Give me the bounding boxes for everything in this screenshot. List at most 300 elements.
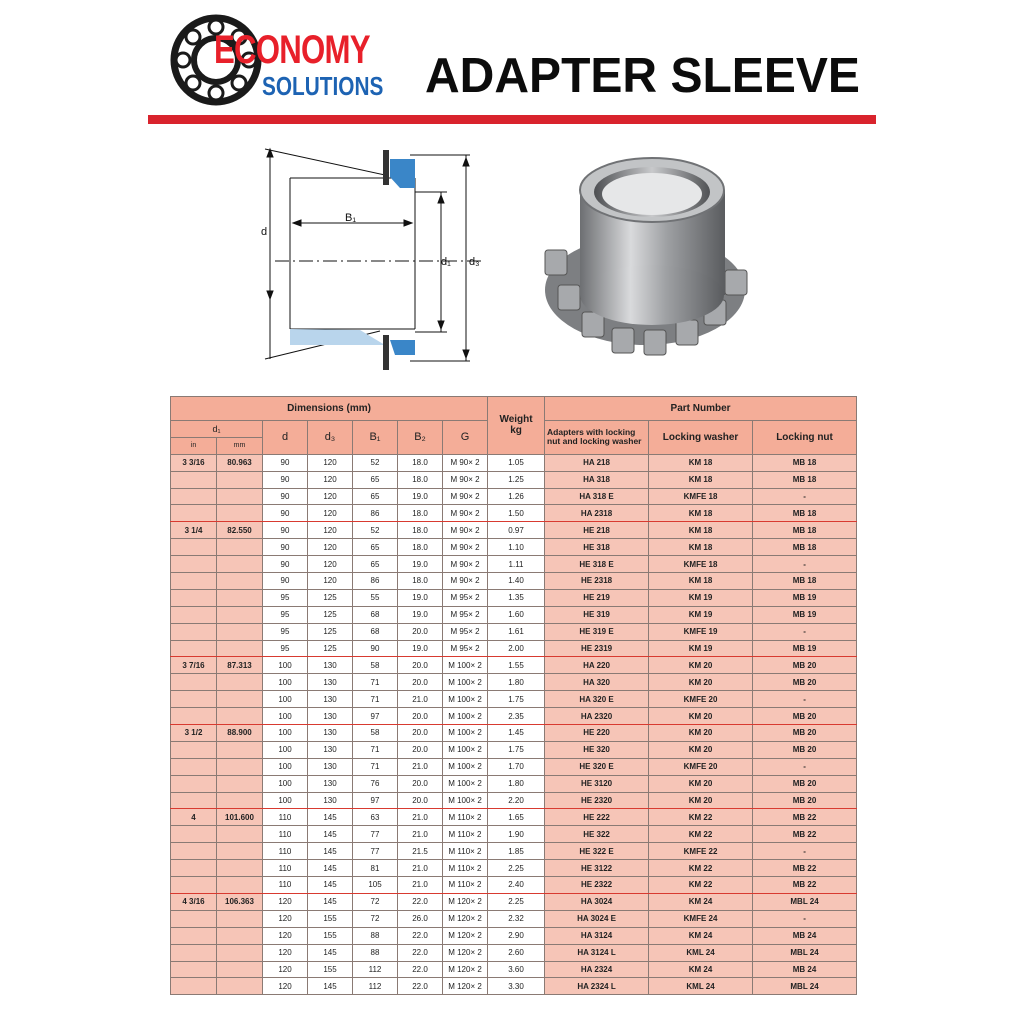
- table-cell: [171, 640, 217, 657]
- table-cell: [171, 961, 217, 978]
- table-cell: 130: [308, 708, 353, 725]
- table-cell: 120: [263, 978, 308, 995]
- table-cell: M 110× 2: [443, 843, 488, 860]
- brand-name-line2: SOLUTIONS: [262, 71, 384, 101]
- brand-name-line1: ECONOMY: [214, 28, 370, 72]
- table-row: [171, 674, 857, 691]
- table-cell: M 90× 2: [443, 471, 488, 488]
- table-cell: 130: [308, 741, 353, 758]
- table-cell: 155: [308, 961, 353, 978]
- table-cell: 90: [263, 505, 308, 522]
- table-cell: 1.40: [488, 573, 545, 590]
- table-cell: 0.97: [488, 522, 545, 539]
- table-cell: M 100× 2: [443, 792, 488, 809]
- table-cell: 90: [263, 556, 308, 573]
- table-cell: KM 22: [649, 860, 753, 877]
- table-cell: KM 24: [649, 893, 753, 910]
- table-cell: 19.0: [398, 606, 443, 623]
- table-cell: [217, 471, 263, 488]
- table-cell: HE 318: [545, 539, 649, 556]
- table-cell: 88: [353, 927, 398, 944]
- table-cell: [171, 758, 217, 775]
- table-cell: KM 22: [649, 877, 753, 894]
- table-cell: 2.20: [488, 792, 545, 809]
- table-cell: 63: [353, 809, 398, 826]
- table-cell: 110: [263, 843, 308, 860]
- table-cell: [171, 944, 217, 961]
- table-cell: 81: [353, 860, 398, 877]
- table-cell: 125: [308, 640, 353, 657]
- table-cell: 1.70: [488, 758, 545, 775]
- table-cell: 72: [353, 893, 398, 910]
- table-cell: MBL 24: [753, 944, 857, 961]
- table-cell: 97: [353, 708, 398, 725]
- table-cell: 71: [353, 758, 398, 775]
- table-cell: 120: [308, 454, 353, 471]
- table-row: [171, 910, 857, 927]
- adapter-sleeve-table: [170, 396, 857, 995]
- table-cell: [217, 877, 263, 894]
- table-cell: 76: [353, 775, 398, 792]
- table-cell: HA 320: [545, 674, 649, 691]
- table-row: [171, 893, 857, 910]
- table-cell: 22.0: [398, 978, 443, 995]
- table-cell: 1.26: [488, 488, 545, 505]
- table-cell: 2.90: [488, 927, 545, 944]
- table-cell: 120: [263, 961, 308, 978]
- table-row: [171, 792, 857, 809]
- table-cell: KM 22: [649, 826, 753, 843]
- table-row: [171, 488, 857, 505]
- table-cell: 120: [308, 471, 353, 488]
- table-cell: [171, 573, 217, 590]
- table-cell: 112: [353, 961, 398, 978]
- table-cell: 20.0: [398, 657, 443, 674]
- table-cell: 19.0: [398, 488, 443, 505]
- table-cell: -: [753, 691, 857, 708]
- table-cell: 90: [263, 522, 308, 539]
- table-cell: 90: [263, 454, 308, 471]
- table-cell: 20.0: [398, 708, 443, 725]
- table-cell: 21.0: [398, 809, 443, 826]
- table-cell: 19.0: [398, 556, 443, 573]
- table-cell: 106.363: [217, 893, 263, 910]
- table-cell: 21.0: [398, 860, 443, 877]
- table-cell: 97: [353, 792, 398, 809]
- table-cell: KM 20: [649, 725, 753, 742]
- table-cell: M 100× 2: [443, 775, 488, 792]
- table-cell: [217, 775, 263, 792]
- table-cell: 130: [308, 758, 353, 775]
- table-cell: 125: [308, 623, 353, 640]
- table-cell: KM 19: [649, 640, 753, 657]
- table-cell: 20.0: [398, 623, 443, 640]
- table-cell: [171, 843, 217, 860]
- table-cell: 2.60: [488, 944, 545, 961]
- table-row: [171, 725, 857, 742]
- table-cell: 80.963: [217, 454, 263, 471]
- table-cell: 20.0: [398, 725, 443, 742]
- table-cell: [217, 927, 263, 944]
- table-cell: MBL 24: [753, 978, 857, 995]
- table-cell: 21.0: [398, 691, 443, 708]
- table-cell: KM 18: [649, 522, 753, 539]
- table-row: [171, 877, 857, 894]
- b1-header: B₁: [353, 421, 398, 455]
- table-cell: M 90× 2: [443, 488, 488, 505]
- table-cell: 110: [263, 860, 308, 877]
- mm-header: mm: [217, 437, 263, 454]
- table-row: [171, 691, 857, 708]
- table-cell: MB 19: [753, 606, 857, 623]
- table-cell: KMFE 18: [649, 556, 753, 573]
- table-cell: 21.0: [398, 826, 443, 843]
- table-cell: M 100× 2: [443, 674, 488, 691]
- table-row: [171, 471, 857, 488]
- table-cell: 22.0: [398, 927, 443, 944]
- table-cell: 18.0: [398, 454, 443, 471]
- table-row: [171, 758, 857, 775]
- table-cell: 58: [353, 657, 398, 674]
- table-cell: HE 319 E: [545, 623, 649, 640]
- table-cell: 52: [353, 454, 398, 471]
- table-cell: 120: [263, 910, 308, 927]
- table-cell: 21.0: [398, 877, 443, 894]
- table-cell: 105: [353, 877, 398, 894]
- table-cell: 19.0: [398, 589, 443, 606]
- table-row: [171, 961, 857, 978]
- table-cell: [171, 589, 217, 606]
- table-cell: 82.550: [217, 522, 263, 539]
- table-cell: [171, 556, 217, 573]
- table-cell: 3.60: [488, 961, 545, 978]
- table-cell: KM 24: [649, 927, 753, 944]
- table-cell: 100: [263, 741, 308, 758]
- table-cell: 2.00: [488, 640, 545, 657]
- table-cell: 1.35: [488, 589, 545, 606]
- table-row: [171, 809, 857, 826]
- table-cell: M 100× 2: [443, 708, 488, 725]
- table-cell: 145: [308, 944, 353, 961]
- table-cell: [171, 910, 217, 927]
- table-cell: 22.0: [398, 961, 443, 978]
- table-cell: HE 222: [545, 809, 649, 826]
- table-cell: [217, 539, 263, 556]
- table-cell: 3.30: [488, 978, 545, 995]
- table-cell: [171, 488, 217, 505]
- table-cell: KMFE 22: [649, 843, 753, 860]
- table-cell: 1.61: [488, 623, 545, 640]
- table-cell: 18.0: [398, 471, 443, 488]
- adapters-header: Adapters with locking nut and locking washer: [545, 421, 649, 455]
- table-cell: 1.75: [488, 691, 545, 708]
- table-cell: HA 320 E: [545, 691, 649, 708]
- table-cell: 100: [263, 674, 308, 691]
- table-cell: HE 320 E: [545, 758, 649, 775]
- table-row: [171, 505, 857, 522]
- table-cell: 95: [263, 623, 308, 640]
- table-cell: KML 24: [649, 978, 753, 995]
- table-cell: [217, 505, 263, 522]
- table-cell: 145: [308, 893, 353, 910]
- table-cell: MB 20: [753, 775, 857, 792]
- table-cell: 1.85: [488, 843, 545, 860]
- table-cell: 90: [263, 539, 308, 556]
- table-cell: KM 18: [649, 505, 753, 522]
- table-cell: 20.0: [398, 792, 443, 809]
- table-cell: 3 1/4: [171, 522, 217, 539]
- table-cell: 145: [308, 860, 353, 877]
- d1-header: d₁: [171, 421, 263, 438]
- table-cell: 130: [308, 775, 353, 792]
- table-cell: MBL 24: [753, 893, 857, 910]
- table-cell: KMFE 18: [649, 488, 753, 505]
- table-cell: 120: [263, 927, 308, 944]
- table-cell: 18.0: [398, 539, 443, 556]
- table-cell: HE 3122: [545, 860, 649, 877]
- table-row: [171, 978, 857, 995]
- table-cell: HA 2324 L: [545, 978, 649, 995]
- table-row: [171, 539, 857, 556]
- table-cell: MB 20: [753, 725, 857, 742]
- table-cell: [217, 910, 263, 927]
- table-cell: KM 18: [649, 539, 753, 556]
- table-cell: 3 3/16: [171, 454, 217, 471]
- table-cell: 20.0: [398, 674, 443, 691]
- table-cell: 68: [353, 623, 398, 640]
- table-cell: M 100× 2: [443, 657, 488, 674]
- table-cell: M 100× 2: [443, 741, 488, 758]
- table-cell: [171, 708, 217, 725]
- table-cell: 86: [353, 573, 398, 590]
- table-cell: MB 18: [753, 539, 857, 556]
- table-cell: 110: [263, 877, 308, 894]
- table-row: [171, 775, 857, 792]
- table-cell: 18.0: [398, 505, 443, 522]
- table-cell: [217, 826, 263, 843]
- table-cell: 22.0: [398, 944, 443, 961]
- table-cell: MB 24: [753, 961, 857, 978]
- table-cell: M 100× 2: [443, 758, 488, 775]
- table-cell: HA 3124 L: [545, 944, 649, 961]
- table-cell: 120: [308, 488, 353, 505]
- table-cell: KM 20: [649, 708, 753, 725]
- table-cell: -: [753, 488, 857, 505]
- table-cell: M 120× 2: [443, 927, 488, 944]
- table-cell: KM 18: [649, 471, 753, 488]
- table-cell: [217, 573, 263, 590]
- table-cell: 120: [308, 522, 353, 539]
- table-cell: M 120× 2: [443, 944, 488, 961]
- table-row: [171, 927, 857, 944]
- locking-nut-header: Locking nut: [753, 421, 857, 455]
- table-cell: 2.25: [488, 860, 545, 877]
- table-cell: 120: [263, 944, 308, 961]
- dim-label-b1: B₁: [345, 212, 357, 224]
- weight-header: [488, 397, 545, 455]
- table-cell: HE 219: [545, 589, 649, 606]
- table-cell: 100: [263, 691, 308, 708]
- table-cell: [171, 674, 217, 691]
- table-cell: 90: [263, 471, 308, 488]
- table-cell: [171, 505, 217, 522]
- table-cell: KMFE 20: [649, 691, 753, 708]
- table-cell: 120: [308, 539, 353, 556]
- table-cell: 3 1/2: [171, 725, 217, 742]
- table-cell: 3 7/16: [171, 657, 217, 674]
- table-cell: [217, 488, 263, 505]
- table-cell: KM 20: [649, 657, 753, 674]
- table-cell: 1.60: [488, 606, 545, 623]
- table-row: [171, 843, 857, 860]
- table-cell: M 120× 2: [443, 978, 488, 995]
- table-cell: HE 322 E: [545, 843, 649, 860]
- table-cell: [217, 961, 263, 978]
- table-cell: M 110× 2: [443, 877, 488, 894]
- table-cell: 86: [353, 505, 398, 522]
- table-cell: KM 24: [649, 961, 753, 978]
- table-cell: HE 218: [545, 522, 649, 539]
- table-cell: [171, 539, 217, 556]
- table-cell: [217, 758, 263, 775]
- table-cell: HE 320: [545, 741, 649, 758]
- table-cell: [217, 691, 263, 708]
- table-cell: [217, 792, 263, 809]
- table-cell: M 95× 2: [443, 606, 488, 623]
- table-row: [171, 522, 857, 539]
- table-cell: 145: [308, 826, 353, 843]
- table-cell: 1.90: [488, 826, 545, 843]
- table-cell: 90: [263, 488, 308, 505]
- part-number-header: Part Number: [545, 397, 857, 421]
- table-cell: 100: [263, 792, 308, 809]
- table-cell: 125: [308, 606, 353, 623]
- table-cell: KM 18: [649, 573, 753, 590]
- dim-label-d: d: [261, 226, 268, 238]
- table-cell: M 90× 2: [443, 505, 488, 522]
- table-cell: KM 19: [649, 589, 753, 606]
- table-row: [171, 623, 857, 640]
- in-header: in: [171, 437, 217, 454]
- table-cell: 1.25: [488, 471, 545, 488]
- table-cell: 1.55: [488, 657, 545, 674]
- table-cell: 22.0: [398, 893, 443, 910]
- table-cell: [171, 471, 217, 488]
- table-cell: M 95× 2: [443, 640, 488, 657]
- table-row: [171, 708, 857, 725]
- table-cell: [217, 741, 263, 758]
- table-cell: M 100× 2: [443, 691, 488, 708]
- table-cell: MB 22: [753, 809, 857, 826]
- table-cell: HE 220: [545, 725, 649, 742]
- table-row: [171, 640, 857, 657]
- table-cell: M 90× 2: [443, 522, 488, 539]
- table-cell: KM 22: [649, 809, 753, 826]
- table-cell: MB 19: [753, 589, 857, 606]
- table-cell: 100: [263, 725, 308, 742]
- table-cell: 88: [353, 944, 398, 961]
- table-cell: M 120× 2: [443, 961, 488, 978]
- table-cell: 155: [308, 910, 353, 927]
- table-cell: 1.11: [488, 556, 545, 573]
- table-cell: M 95× 2: [443, 623, 488, 640]
- table-cell: 68: [353, 606, 398, 623]
- table-cell: HA 318: [545, 471, 649, 488]
- table-cell: 4: [171, 809, 217, 826]
- table-cell: MB 22: [753, 877, 857, 894]
- table-row: [171, 657, 857, 674]
- table-cell: 100: [263, 758, 308, 775]
- table-cell: 20.0: [398, 741, 443, 758]
- table-cell: HA 3124: [545, 927, 649, 944]
- table-cell: 88.900: [217, 725, 263, 742]
- table-cell: HA 2324: [545, 961, 649, 978]
- table-cell: HA 318 E: [545, 488, 649, 505]
- table-cell: [171, 691, 217, 708]
- table-cell: 1.10: [488, 539, 545, 556]
- table-cell: M 90× 2: [443, 454, 488, 471]
- table-cell: 90: [263, 573, 308, 590]
- table-cell: 125: [308, 589, 353, 606]
- table-row: [171, 606, 857, 623]
- weight-label: Weight: [499, 414, 533, 426]
- table-cell: KM 20: [649, 792, 753, 809]
- table-cell: MB 18: [753, 454, 857, 471]
- table-cell: MB 20: [753, 708, 857, 725]
- table-cell: KM 20: [649, 674, 753, 691]
- table-cell: 145: [308, 877, 353, 894]
- table-cell: [217, 860, 263, 877]
- table-cell: 130: [308, 674, 353, 691]
- g-header: G: [443, 421, 488, 455]
- table-cell: 71: [353, 691, 398, 708]
- table-cell: 52: [353, 522, 398, 539]
- table-cell: HE 2319: [545, 640, 649, 657]
- table-cell: [217, 944, 263, 961]
- table-cell: HA 3024 E: [545, 910, 649, 927]
- table-cell: 20.0: [398, 775, 443, 792]
- table-row: [171, 826, 857, 843]
- table-cell: 110: [263, 809, 308, 826]
- table-cell: HE 319: [545, 606, 649, 623]
- table-cell: HA 3024: [545, 893, 649, 910]
- table-cell: HE 2318: [545, 573, 649, 590]
- table-cell: 18.0: [398, 522, 443, 539]
- table-cell: 120: [308, 573, 353, 590]
- table-cell: M 110× 2: [443, 826, 488, 843]
- table-cell: M 110× 2: [443, 860, 488, 877]
- table-cell: MB 18: [753, 573, 857, 590]
- table-row: [171, 454, 857, 471]
- table-cell: [217, 674, 263, 691]
- table-cell: MB 20: [753, 674, 857, 691]
- d-header: d: [263, 421, 308, 455]
- table-cell: -: [753, 758, 857, 775]
- table-cell: KM 20: [649, 775, 753, 792]
- table-cell: -: [753, 556, 857, 573]
- table-cell: MB 20: [753, 657, 857, 674]
- table-row: [171, 556, 857, 573]
- table-cell: 95: [263, 606, 308, 623]
- table-cell: HA 218: [545, 454, 649, 471]
- table-cell: [171, 826, 217, 843]
- table-row: [171, 944, 857, 961]
- table-cell: [171, 606, 217, 623]
- table-row: [171, 741, 857, 758]
- table-cell: 1.65: [488, 809, 545, 826]
- dim-label-d1: d₁: [441, 256, 451, 268]
- table-cell: HE 2320: [545, 792, 649, 809]
